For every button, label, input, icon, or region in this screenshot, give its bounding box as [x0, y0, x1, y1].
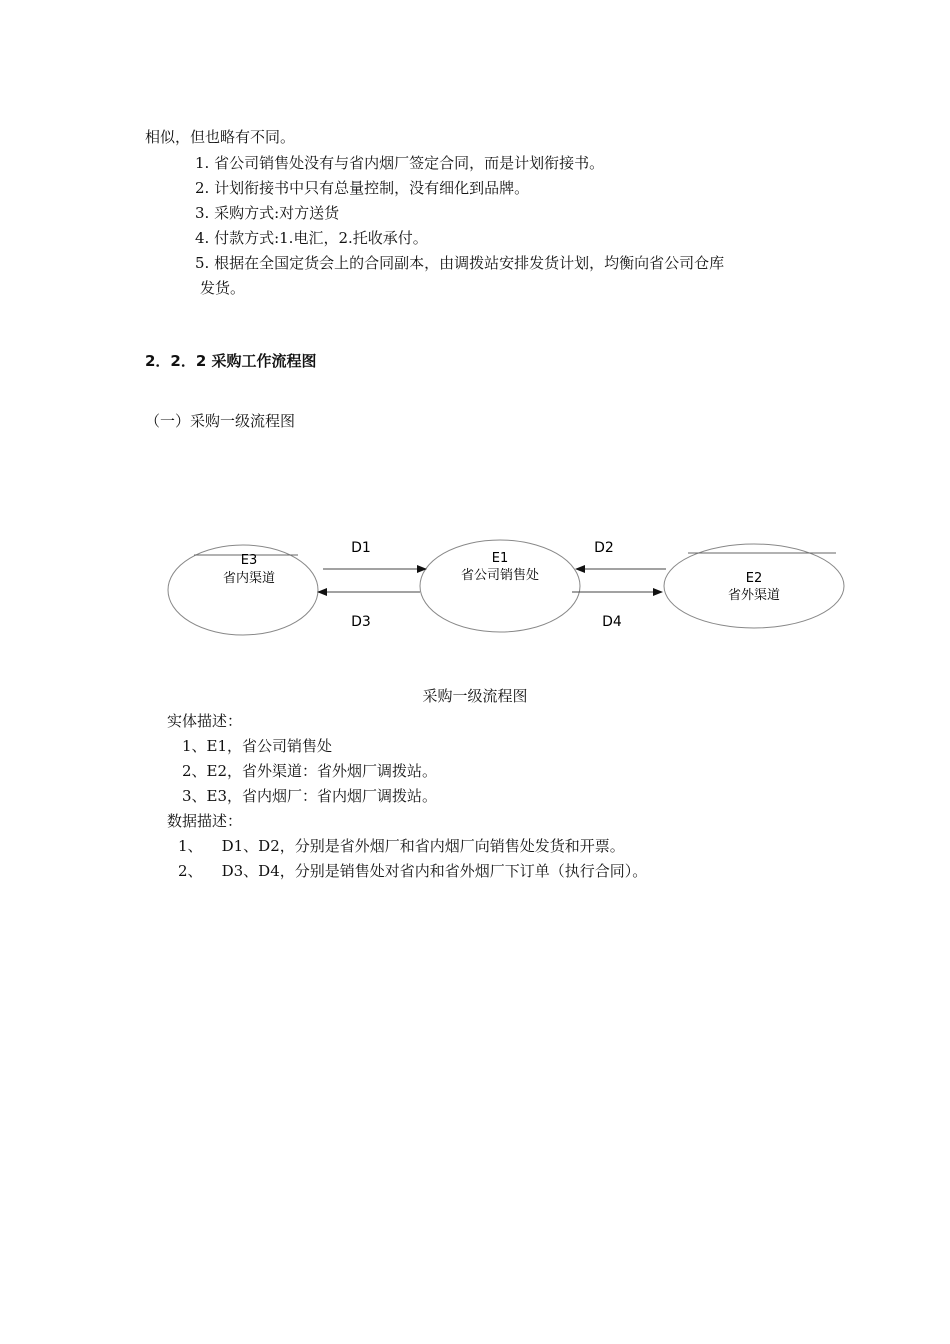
- intro-text: 相似，但也略有不同。: [145, 128, 296, 146]
- e2-id: E2: [745, 571, 763, 586]
- list-item-2: 2. 计划衔接书中只有总量控制，没有细化到品牌。: [195, 179, 530, 197]
- e1-name: 省公司销售处: [460, 568, 540, 583]
- e3-id: E3: [240, 553, 258, 568]
- data-description-heading: 数据描述：: [167, 812, 243, 830]
- label-d2: D2: [594, 540, 614, 556]
- list-item-1: 1. 省公司销售处没有与省内烟厂签定合同，而是计划衔接书。: [195, 154, 605, 172]
- e3-name: 省内渠道: [222, 571, 276, 586]
- entity-e2: [664, 544, 844, 628]
- section-title: 2．2．2 采购工作流程图: [145, 352, 317, 370]
- entity-e3: [168, 545, 318, 635]
- entity-item-3: 3、E3，省内烟厂：省内烟厂调拨站。: [182, 787, 438, 805]
- label-d4: D4: [602, 614, 622, 630]
- e1-id: E1: [491, 551, 509, 566]
- list-item-3: 3. 采购方式:对方送货: [195, 204, 340, 222]
- data-item-1: 1、 D1、D2，分别是省外烟厂和省内烟厂向销售处发货和开票。: [178, 837, 625, 855]
- label-d3: D3: [351, 614, 371, 630]
- subsection-title: （一）采购一级流程图: [145, 412, 296, 430]
- label-d1: D1: [351, 540, 371, 556]
- entity-description-heading: 实体描述：: [167, 712, 243, 730]
- entity-item-2: 2、E2，省外渠道：省外烟厂调拨站。: [182, 762, 438, 780]
- list-item-5: 5. 根据在全国定货会上的合同副本，由调拨站安排发货计划，均衡向省公司仓库: [195, 254, 725, 272]
- flow-diagram: [0, 520, 950, 650]
- e2-name: 省外渠道: [727, 588, 781, 603]
- entity-e1: [420, 540, 580, 632]
- diagram-caption: 采购一级流程图: [422, 687, 528, 705]
- entity-item-1: 1、E1，省公司销售处: [182, 737, 333, 755]
- list-item-4: 4. 付款方式:1.电汇，2.托收承付。: [195, 229, 428, 247]
- list-item-5-continued: 发货。: [200, 279, 246, 297]
- data-item-2: 2、 D3、D4，分别是销售处对省内和省外烟厂下订单（执行合同）。: [178, 862, 648, 880]
